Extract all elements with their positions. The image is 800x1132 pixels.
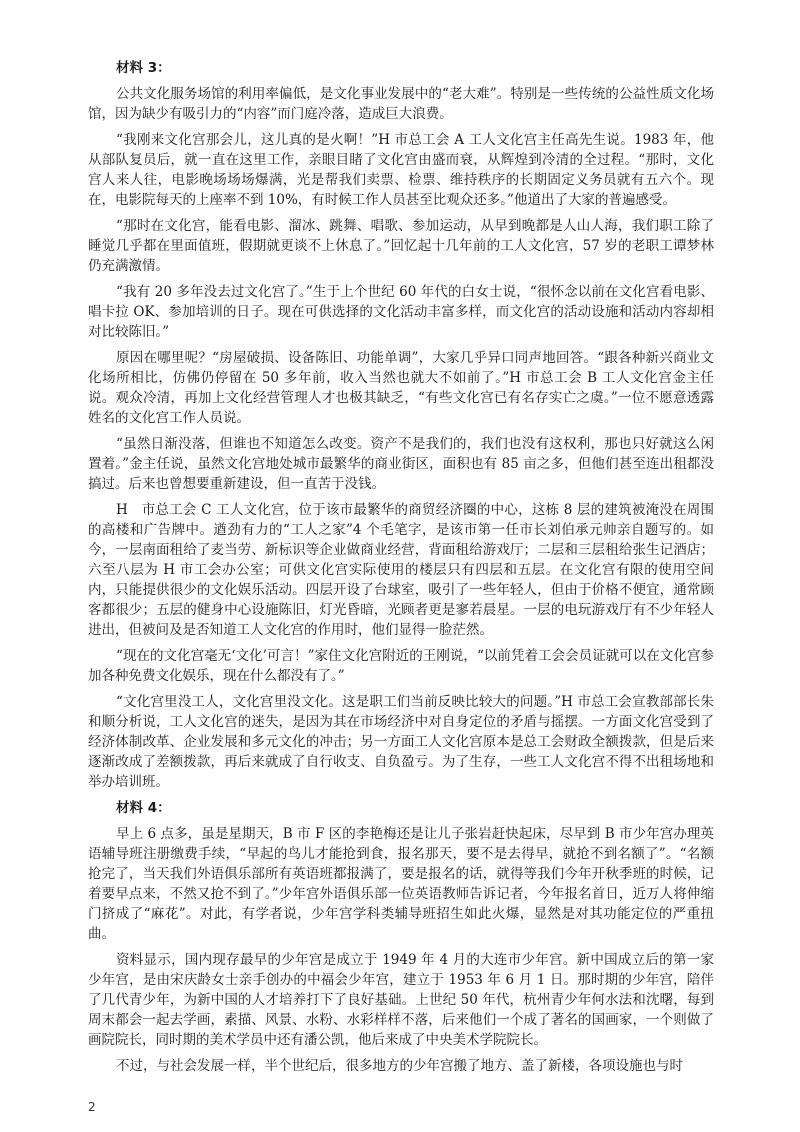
material-3-paragraph-8: “现在的文化宫毫无‘文化’可言！”家住文化宫附近的王刚说，“以前凭着工会会员证就可以在文化宫参加各种免费文化娱乐，现在什么都没有了。”	[88, 648, 714, 684]
material-3-paragraph-7: H 市总工会 C 工人文化宫，位于该市最繁华的商贸经济圈的中心，这栋 8 层的建筑被淹没在周围的高楼和广告牌中。遒劲有力的“工人之家”4 个毛笔字，是该市第一任市长刘伯承元帅亲自题写的。如今，一层南面租给了麦当劳、新标识等企业做商业经营，背面租给游戏厅；二层和三层租给张生记酒店；六至八层为 H 市工会办公室；可供文化宫实际使用的楼层只有四层和五层。在文化宫有限的使用空间内，只能提供很少的文化娱乐活动。四层开设了台球室，吸引了一些年轻人，但由于价格不便宜，通常顾客都很少；五层的健身中心设施陈旧，灯光昏暗，光顾者更是寥若晨星。一层的电玩游戏厅有不少年轻人进出，但被问及是否知道工人文化宫的作用时，他们显得一脸茫然。	[88, 502, 714, 638]
material-3-paragraph-1: 公共文化服务场馆的利用率偏低，是文化事业发展中的“老大难”。特别是一些传统的公益性质文化场馆，因为缺少有吸引力的“内容”而门庭冷落，造成巨大浪费。	[88, 86, 714, 122]
material-4-paragraph-3: 不过，与社会发展一样，半个世纪后，很多地方的少年宫搬了地方、盖了新楼，各项设施也与时	[116, 1058, 683, 1074]
material-3-paragraph-9: “文化宫里没工人，文化宫里没文化。这是职工们当前反映比较大的问题。”H 市总工会宣教部部长朱和顺分析说，工人文化宫的迷失，是因为其在市场经济中对自身定位的矛盾与摇摆。一方面文化宫受到了经济体制改革、企业发展和多元文化的冲击；另一方面工人文化宫原本是总工会财政全额拨款，但是后来逐渐改成了差额拨款，再后来就成了自行收支、自负盈亏。为了生存，一些工人文化宫不得不出租场地和举办培训班。	[88, 694, 714, 790]
material-3-paragraph-6: “虽然日渐没落，但谁也不知道怎么改变。资产不是我们的，我们也没有这权利，那也只好就这么闲置着。”金主任说，虽然文化宫地处城市最繁华的商业街区，面积也有 85 亩之多，但他们甚至连出租都没搞过。后来也曾想要重新建设，但一直苦于没钱。	[88, 436, 714, 492]
material-4-heading: 材料 4：	[116, 800, 171, 816]
material-4-paragraph-2: 资料显示，国内现存最早的少年宫是成立于 1949 年 4 月的大连市少年宫。新中国成立后的第一家少年宫，是由宋庆龄女士亲手创办的中福会少年宫，建立于 1953 年 6 月 1 日。那时期的少年宫，陪伴了几代青少年，为新中国的人才培养打下了良好基础。上世纪 50 年代，杭州青少年何水法和沈曙，每到周末都会一起去学画，素描、风景、水粉、水彩样样不落，后来他们一个成了著名的国画家，一个则做了画院院长，同时期的美术学员中还有潘公凯，他后来成了中央美术学院院长。	[88, 952, 714, 1048]
page-number: 2	[88, 1100, 96, 1114]
material-3-paragraph-4: “我有 20 多年没去过文化宫了。”生于上个世纪 60 年代的白女士说，“很怀念以前在文化宫看电影、唱卡拉 OK、参加培训的日子。现在可供选择的文化活动丰富多样，而文化宫的活动设施和活动内容却相对比较陈旧。”	[88, 284, 714, 340]
document-page	[88, 58, 714, 1082]
material-4-paragraph-1: 早上 6 点多，虽是星期天，B 市 F 区的李艳梅还是让儿子张岩赶快起床，尽早到 B 市少年宫办理英语辅导班注册缴费手续，“早起的鸟儿才能抢到食，报名那天，要不是去得早，就抢不到名额了”。“名额抢完了，当天我们外语俱乐部所有英语班都报满了，要是报名的话，就得等我们今年开秋季班的时候，记着要早点来，不然又抢不到了。”少年宫外语俱乐部一位英语教师告诉记者，今年报名首日，近万人将伸缩门挤成了“麻花”。对此，有学者说，少年宫学科类辅导班招生如此火爆，显然是对其功能定位的严重扭曲。	[88, 826, 714, 942]
material-3-paragraph-5: 原因在哪里呢？“房屋破损、设备陈旧、功能单调”，大家几乎异口同声地回答。“跟各种新兴商业文化场所相比，仿佛仍停留在 50 多年前，收入当然也就大不如前了。”H 市总工会 B 工人文化宫金主任说。观众冷清，再加上文化经营管理人才也极其缺乏，“有些文化宫已有名存实亡之虞。”一位不愿意透露姓名的文化宫工作人员说。	[88, 350, 714, 426]
material-3-heading: 材料 3：	[116, 60, 171, 76]
material-3-paragraph-2: “我刚来文化宫那会儿，这儿真的是火啊！”H 市总工会 A 工人文化宫主任高先生说。1983 年，他从部队复员后，就一直在这里工作，亲眼目睹了文化宫由盛而衰，从辉煌到冷清的全过程。“那时，文化宫人来人往，电影晚场场场爆满，光是帮我们卖票、检票、维持秩序的长期固定义务员就有五六个。现在，电影院每天的上座率不到 10%，有时候工作人员甚至比观众还多。”他道出了大家的普遍感受。	[88, 132, 714, 208]
material-3-paragraph-3: “那时在文化宫，能看电影、溜冰、跳舞、唱歌、参加运动，从早到晚都是人山人海，我们职工除了睡觉几乎都在里面值班，假期就更谈不上休息了。”回忆起十几年前的工人文化宫，57 岁的老职工谭梦林仍充满激情。	[88, 218, 714, 274]
